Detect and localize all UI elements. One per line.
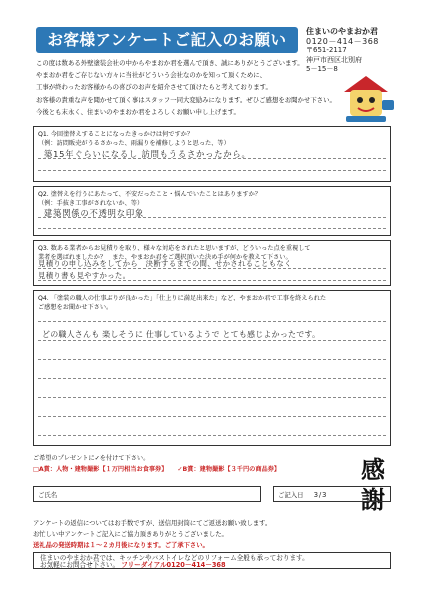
signature-row	[33, 486, 391, 503]
footer-line: お忙しい中アンケートご記入にご協力頂きありがとうございました。	[33, 531, 228, 538]
answer-rule	[38, 170, 386, 171]
answer-rule	[38, 359, 386, 360]
name-field[interactable]	[33, 486, 261, 502]
intro-line: 今後とも末永く、住まいのやまおか君をよろしくお願い申し上げます。	[36, 107, 240, 116]
question-4-answer: どの職人さんも 楽しそうに 仕事しているようで とても感じよかったです。	[42, 330, 321, 339]
intro-line: 工事が終わったお客様からの喜びのお声を紹介させて頂けたらと考えております。	[36, 83, 272, 92]
answer-rule	[38, 268, 386, 269]
question-4-text-2: ご感想をお聞かせ下さい。	[38, 304, 113, 311]
name-label: ご氏名	[38, 491, 58, 499]
question-1-example: （例：訪問販売がうるさかった、雨漏りを補修しようと思った、等）	[38, 140, 230, 147]
answer-rule	[38, 280, 386, 281]
intro-line: やまおか君をご存じない方々に当社がどういう会社なのかを知って頂くために、	[36, 71, 267, 80]
gift-prompt: ご希望のプレゼントに✓を付けて下さい。	[33, 455, 150, 462]
answer-rule	[38, 321, 386, 322]
thanks-stamp	[356, 455, 390, 515]
question-3-text: Q3. 数ある業者からお見積りを取り、様々な対応をされたと思いますが、どういった点を重視して	[38, 245, 311, 252]
thanks-stamp-char: 謝	[361, 485, 385, 514]
gift-option-b[interactable]: ✓B賞：建物撮影【３千円の商品券】	[177, 466, 281, 473]
question-4-text: Q4. 「塗装の職人の仕事ぶりが良かった」「仕上りに満足出来た」など、やまおか君で工事を終えられた	[38, 295, 327, 302]
question-3-answer-1: 見積りの申し込みをしてから 決断するまでの間、せかされることもなく	[38, 259, 292, 268]
thanks-stamp-char: 感	[361, 455, 385, 484]
bottom-banner	[33, 552, 391, 569]
gift-section	[33, 453, 280, 475]
footer-notes	[33, 518, 271, 551]
answer-rule	[38, 378, 386, 379]
question-1-block	[33, 126, 391, 182]
date-value: 3/3	[313, 491, 328, 499]
answer-rule	[38, 228, 386, 229]
question-3-answer-2: 見積り書も見やすかった。	[38, 271, 131, 280]
company-postal: 〒651-2117	[306, 46, 347, 55]
company-address-2: 5－15－8	[306, 65, 338, 74]
question-1-text: Q1. 今回塗替えすることになったきっかけは何ですか？	[38, 131, 194, 138]
company-address-1: 神戸市西区北別府	[306, 55, 362, 64]
company-phone: 0120－414－368	[306, 36, 379, 46]
question-1-answer: 築15年ぐらいになるし 訪問もうるさかったから。	[44, 149, 251, 159]
date-label: ご記入日	[278, 491, 304, 499]
bottom-banner-text: 住まいのやまおか君では、キッチンやバストイレなどのリフォーム全般も承っております。	[40, 554, 309, 562]
question-2-example: （例：手抜き工事がされないか、等）	[38, 200, 144, 207]
mascot-illustration	[338, 70, 398, 126]
answer-rule	[38, 397, 386, 398]
answer-rule	[38, 416, 386, 417]
gift-option-a[interactable]: □A賞：人物・建物撮影【１万円相当お食事券】	[33, 466, 168, 473]
question-2-answer: 建築関係の不透明な印象	[44, 208, 145, 218]
company-name: 住まいのやまおか君	[306, 27, 378, 36]
date-field[interactable]	[273, 486, 391, 502]
answer-rule	[38, 158, 386, 159]
question-4-block	[33, 290, 391, 446]
freedial-number[interactable]: フリーダイアル0120－414－368	[121, 561, 226, 569]
question-2-block	[33, 186, 391, 236]
intro-text	[36, 57, 336, 118]
answer-rule	[38, 340, 386, 341]
page-title: お客様アンケートご記入のお願い	[36, 27, 298, 53]
question-3-text-2: 業者を選ばれましたか？ また、やまおか君をご選択頂いた決め手が何かを教えて下さい。	[38, 254, 292, 261]
bottom-banner-text-2: お気軽にお問合せ下さい。	[40, 561, 120, 569]
intro-line: この度は数ある外壁塗装会社の中からやまおか君を選んで頂き、誠にありがとうございます。	[36, 59, 304, 67]
answer-rule	[38, 435, 386, 436]
footer-line: 送礼品の発送時期は１～２カ月後になります。ご了承下さい。	[33, 542, 209, 549]
answer-rule	[38, 217, 386, 218]
footer-line: アンケートの返信についてはお手数ですが、送信用封筒にてご返送お願い致します。	[33, 520, 272, 527]
question-2-text: Q2. 塗替えを行うにあたって、不安だったこと・悩んでいたことはありますか？	[38, 191, 261, 198]
intro-line: お客様の貴重な声を聞かせて頂く事はスタッフ一同大変励みになります。ぜひご感想をお聞かせ下さい。	[36, 95, 336, 104]
question-3-block	[33, 240, 391, 286]
